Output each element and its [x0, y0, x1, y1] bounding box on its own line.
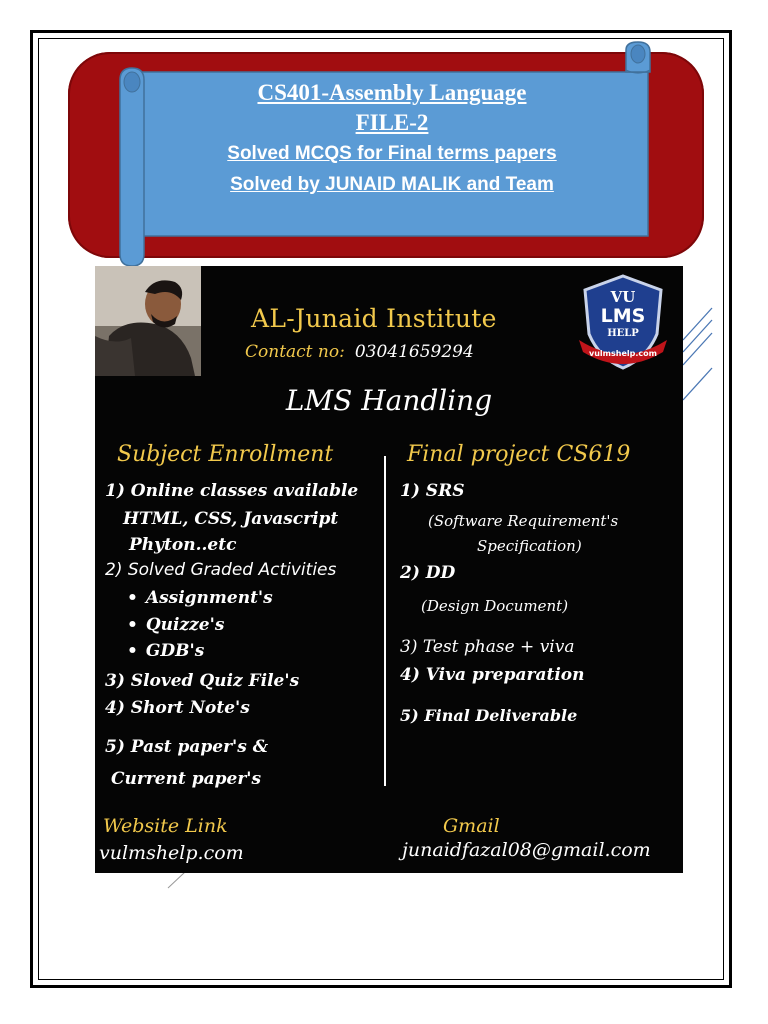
- logo-ribbon: vulmshelp.com: [589, 349, 657, 358]
- left-item-6: • Quizze's: [127, 615, 224, 635]
- left-item-1: 1) Online classes available: [105, 481, 359, 501]
- gmail-address[interactable]: junaidfazal08@gmail.com: [402, 839, 651, 861]
- website-label: Website Link: [103, 815, 228, 837]
- left-item-4: 2) Solved Graded Activities: [105, 560, 337, 580]
- profile-photo: [95, 266, 201, 376]
- right-item-1: 1) SRS: [400, 481, 465, 501]
- left-item-3: Phyton..etc: [129, 535, 237, 555]
- contact-line: [245, 342, 474, 362]
- banner-subtitle: Solved MCQS for Final terms papers: [227, 143, 557, 164]
- banner-file: FILE-2: [355, 110, 429, 135]
- logo-top: VU: [610, 288, 636, 306]
- logo-mid: LMS: [600, 305, 646, 327]
- left-item-2: HTML, CSS, Javascript: [123, 509, 339, 529]
- right-item-2: (Software Requirement's: [428, 512, 619, 530]
- logo-bottom: HELP: [607, 328, 639, 339]
- website-link[interactable]: vulmshelp.com: [99, 842, 244, 864]
- gmail-label: Gmail: [443, 815, 500, 837]
- right-item-4: 2) DD: [400, 563, 456, 583]
- final-project-heading: Final project CS619: [407, 442, 631, 467]
- contact-label: Contact no:: [245, 342, 345, 362]
- left-item-5: • Assignment's: [127, 588, 273, 608]
- banner-credit: Solved by JUNAID MALIK and Team: [230, 174, 554, 195]
- right-item-3: Specification): [477, 537, 582, 555]
- right-item-5: (Design Document): [421, 597, 569, 615]
- left-item-11: Current paper's: [111, 769, 262, 789]
- institute-name: AL-Junaid Institute: [251, 304, 497, 333]
- institute-flyer: [95, 266, 683, 873]
- left-item-7: • GDB's: [127, 641, 204, 661]
- right-item-6: 3) Test phase + viva: [400, 637, 575, 657]
- banner-title: CS401-Assembly Language: [257, 80, 527, 105]
- left-item-9: 4) Short Note's: [105, 698, 250, 718]
- contact-number: 03041659294: [354, 342, 474, 362]
- lms-headline: LMS Handling: [285, 384, 493, 417]
- right-item-8: 5) Final Deliverable: [400, 706, 578, 725]
- left-item-10: 5) Past paper's &: [105, 737, 269, 757]
- banner-text: [150, 78, 634, 200]
- subject-enrollment-heading: Subject Enrollment: [117, 442, 334, 467]
- vu-lms-help-logo: [575, 272, 671, 372]
- right-item-7: 4) Viva preparation: [400, 665, 585, 685]
- left-item-8: 3) Sloved Quiz File's: [105, 671, 300, 691]
- column-divider: [384, 456, 386, 786]
